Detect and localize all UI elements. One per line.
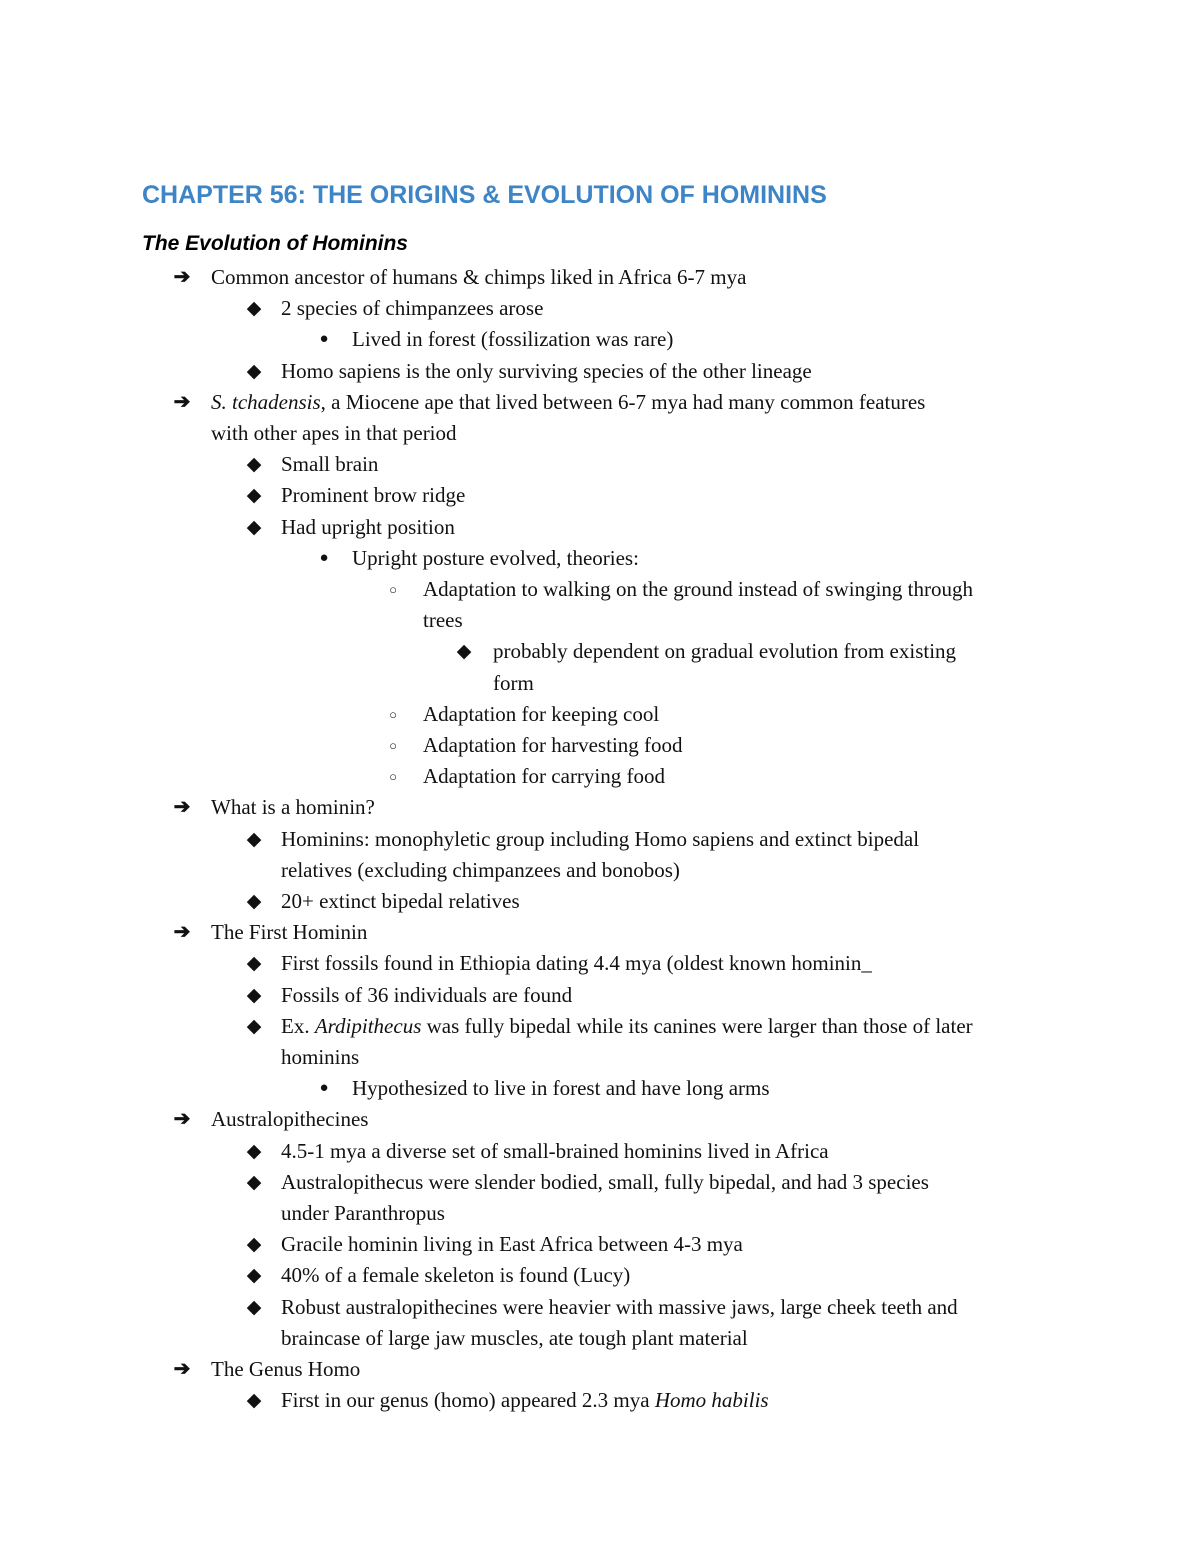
diamond-bullet-icon: ◆ bbox=[246, 361, 262, 382]
chapter-title: CHAPTER 56: THE ORIGINS & EVOLUTION OF HOMININS bbox=[142, 181, 827, 209]
list-item-text bbox=[493, 668, 534, 699]
arrow-bullet-icon: ➔ bbox=[173, 921, 191, 943]
list-item-text bbox=[281, 855, 680, 886]
list-item-text bbox=[281, 1323, 748, 1354]
list-item-text bbox=[423, 574, 973, 605]
dot-bullet-icon: ● bbox=[319, 331, 329, 347]
list-item-body: , a Miocene ape that lived between 6-7 mya had many common features bbox=[320, 390, 926, 414]
list-item-body: relatives (excluding chimpanzees and bonobos) bbox=[281, 858, 680, 882]
list-item-text bbox=[352, 1073, 770, 1104]
list-item-text bbox=[281, 1198, 445, 1229]
list-item-text bbox=[281, 980, 572, 1011]
list-item-text bbox=[493, 636, 956, 667]
arrow-bullet-icon: ➔ bbox=[173, 391, 191, 413]
diamond-bullet-icon: ◆ bbox=[246, 485, 262, 506]
list-item-text bbox=[211, 1104, 368, 1135]
diamond-bullet-icon: ◆ bbox=[246, 1172, 262, 1193]
list-item-body: 4.5-1 mya a diverse set of small-brained hominins lived in Africa bbox=[281, 1139, 829, 1163]
list-item-body: Had upright position bbox=[281, 515, 455, 539]
list-item-body: Lived in forest (fossilization was rare) bbox=[352, 327, 674, 351]
list-item-body: Adaptation for harvesting food bbox=[423, 733, 683, 757]
list-item-text bbox=[423, 730, 683, 761]
list-item-text bbox=[281, 480, 465, 511]
diamond-bullet-icon: ◆ bbox=[246, 1390, 262, 1411]
list-item-text bbox=[423, 605, 463, 636]
list-item-body: Fossils of 36 individuals are found bbox=[281, 983, 573, 1007]
species-name: Homo habilis bbox=[654, 1388, 769, 1412]
diamond-bullet-icon: ◆ bbox=[246, 1234, 262, 1255]
list-item-prefix: Ex. bbox=[281, 1014, 315, 1038]
list-item-body: 40% of a female skeleton is found (Lucy) bbox=[281, 1263, 631, 1287]
list-item-body: 2 species of chimpanzees arose bbox=[281, 296, 544, 320]
list-item-body: Adaptation for keeping cool bbox=[423, 702, 660, 726]
list-item-body: What is a hominin? bbox=[211, 795, 375, 819]
diamond-bullet-icon: ◆ bbox=[246, 298, 262, 319]
list-item-text bbox=[281, 1292, 958, 1323]
list-item-body: 20+ extinct bipedal relatives bbox=[281, 889, 520, 913]
list-item-body: hominins bbox=[281, 1045, 360, 1069]
list-item-text bbox=[281, 1011, 973, 1042]
list-item-text bbox=[281, 948, 872, 979]
list-item-body: Homo sapiens is the only surviving species of the other lineage bbox=[281, 359, 812, 383]
dot-bullet-icon: ● bbox=[319, 1080, 329, 1096]
diamond-bullet-icon: ◆ bbox=[246, 517, 262, 538]
diamond-bullet-icon: ◆ bbox=[246, 1297, 262, 1318]
list-item-text bbox=[281, 356, 812, 387]
list-item-body: probably dependent on gradual evolution from existing bbox=[493, 639, 957, 663]
arrow-bullet-icon: ➔ bbox=[173, 1358, 191, 1380]
species-name: Ardipithecus bbox=[314, 1014, 422, 1038]
list-item-body: Australopithecus were slender bodied, small, fully bipedal, and had 3 species bbox=[281, 1170, 929, 1194]
list-item-body: The Genus Homo bbox=[211, 1357, 361, 1381]
list-item-body: Gracile hominin living in East Africa between 4-3 mya bbox=[281, 1232, 743, 1256]
list-item-text bbox=[211, 262, 746, 293]
list-item-body: Hypothesized to live in forest and have long arms bbox=[352, 1076, 770, 1100]
list-item-text bbox=[281, 824, 919, 855]
list-item-text bbox=[281, 449, 378, 480]
arrow-bullet-icon: ➔ bbox=[173, 266, 191, 288]
list-item-body: was fully bipedal while its canines were larger than those of later bbox=[421, 1014, 973, 1038]
list-item-body: Hominins: monophyletic group including Homo sapiens and extinct bipedal bbox=[281, 827, 920, 851]
diamond-bullet-icon: ◆ bbox=[246, 454, 262, 475]
list-item-body: Adaptation to walking on the ground instead of swinging through bbox=[423, 577, 974, 601]
list-item-text bbox=[281, 512, 455, 543]
list-item-text bbox=[211, 387, 925, 418]
section-heading: The Evolution of Hominins bbox=[142, 232, 408, 255]
list-item-body: Prominent brow ridge bbox=[281, 483, 466, 507]
list-item-body: Australopithecines bbox=[211, 1107, 369, 1131]
list-item-body: First fossils found in Ethiopia dating 4.4 mya (oldest known hominin_ bbox=[281, 951, 872, 975]
diamond-bullet-icon: ◆ bbox=[246, 829, 262, 850]
list-item-body: Upright posture evolved, theories: bbox=[352, 546, 639, 570]
list-item-body: Adaptation for carrying food bbox=[423, 764, 666, 788]
list-item-text bbox=[211, 418, 457, 449]
arrow-bullet-icon: ➔ bbox=[173, 1108, 191, 1130]
list-item-text bbox=[211, 1354, 360, 1385]
list-item-body: under Paranthropus bbox=[281, 1201, 445, 1225]
list-item-text bbox=[352, 324, 673, 355]
list-item-text bbox=[281, 293, 543, 324]
diamond-bullet-icon: ◆ bbox=[246, 1141, 262, 1162]
diamond-bullet-icon: ◆ bbox=[246, 891, 262, 912]
list-item-text bbox=[281, 886, 520, 917]
list-item-text bbox=[211, 792, 375, 823]
dot-bullet-icon: ● bbox=[319, 550, 329, 566]
list-item-text bbox=[211, 917, 367, 948]
list-item-text bbox=[423, 761, 665, 792]
species-name: S. tchadensis bbox=[211, 390, 321, 414]
list-item-text bbox=[352, 543, 639, 574]
diamond-bullet-icon: ◆ bbox=[246, 985, 262, 1006]
diamond-bullet-icon: ◆ bbox=[246, 1016, 262, 1037]
arrow-bullet-icon: ➔ bbox=[173, 796, 191, 818]
list-item-body: trees bbox=[423, 608, 463, 632]
list-item-body: Small brain bbox=[281, 452, 379, 476]
diamond-bullet-icon: ◆ bbox=[246, 953, 262, 974]
circle-bullet-icon: ○ bbox=[389, 582, 397, 597]
circle-bullet-icon: ○ bbox=[389, 769, 397, 784]
list-item-text bbox=[281, 1260, 630, 1291]
list-item-body: form bbox=[493, 671, 534, 695]
list-item-text bbox=[281, 1167, 929, 1198]
list-item-body: First in our genus (homo) appeared 2.3 mya bbox=[281, 1388, 655, 1412]
list-item-body: Robust australopithecines were heavier with massive jaws, large cheek teeth and bbox=[281, 1295, 958, 1319]
list-item-text bbox=[281, 1136, 829, 1167]
list-item-text bbox=[423, 699, 659, 730]
diamond-bullet-icon: ◆ bbox=[246, 1265, 262, 1286]
circle-bullet-icon: ○ bbox=[389, 738, 397, 753]
list-item-body: The First Hominin bbox=[211, 920, 368, 944]
list-item-text bbox=[281, 1385, 769, 1416]
list-item-text bbox=[281, 1042, 359, 1073]
list-item-body: braincase of large jaw muscles, ate tough plant material bbox=[281, 1326, 748, 1350]
list-item-body: with other apes in that period bbox=[211, 421, 457, 445]
list-item-text bbox=[281, 1229, 743, 1260]
circle-bullet-icon: ○ bbox=[389, 707, 397, 722]
list-item-body: Common ancestor of humans & chimps liked in Africa 6-7 mya bbox=[211, 265, 747, 289]
diamond-bullet-icon: ◆ bbox=[456, 641, 472, 662]
